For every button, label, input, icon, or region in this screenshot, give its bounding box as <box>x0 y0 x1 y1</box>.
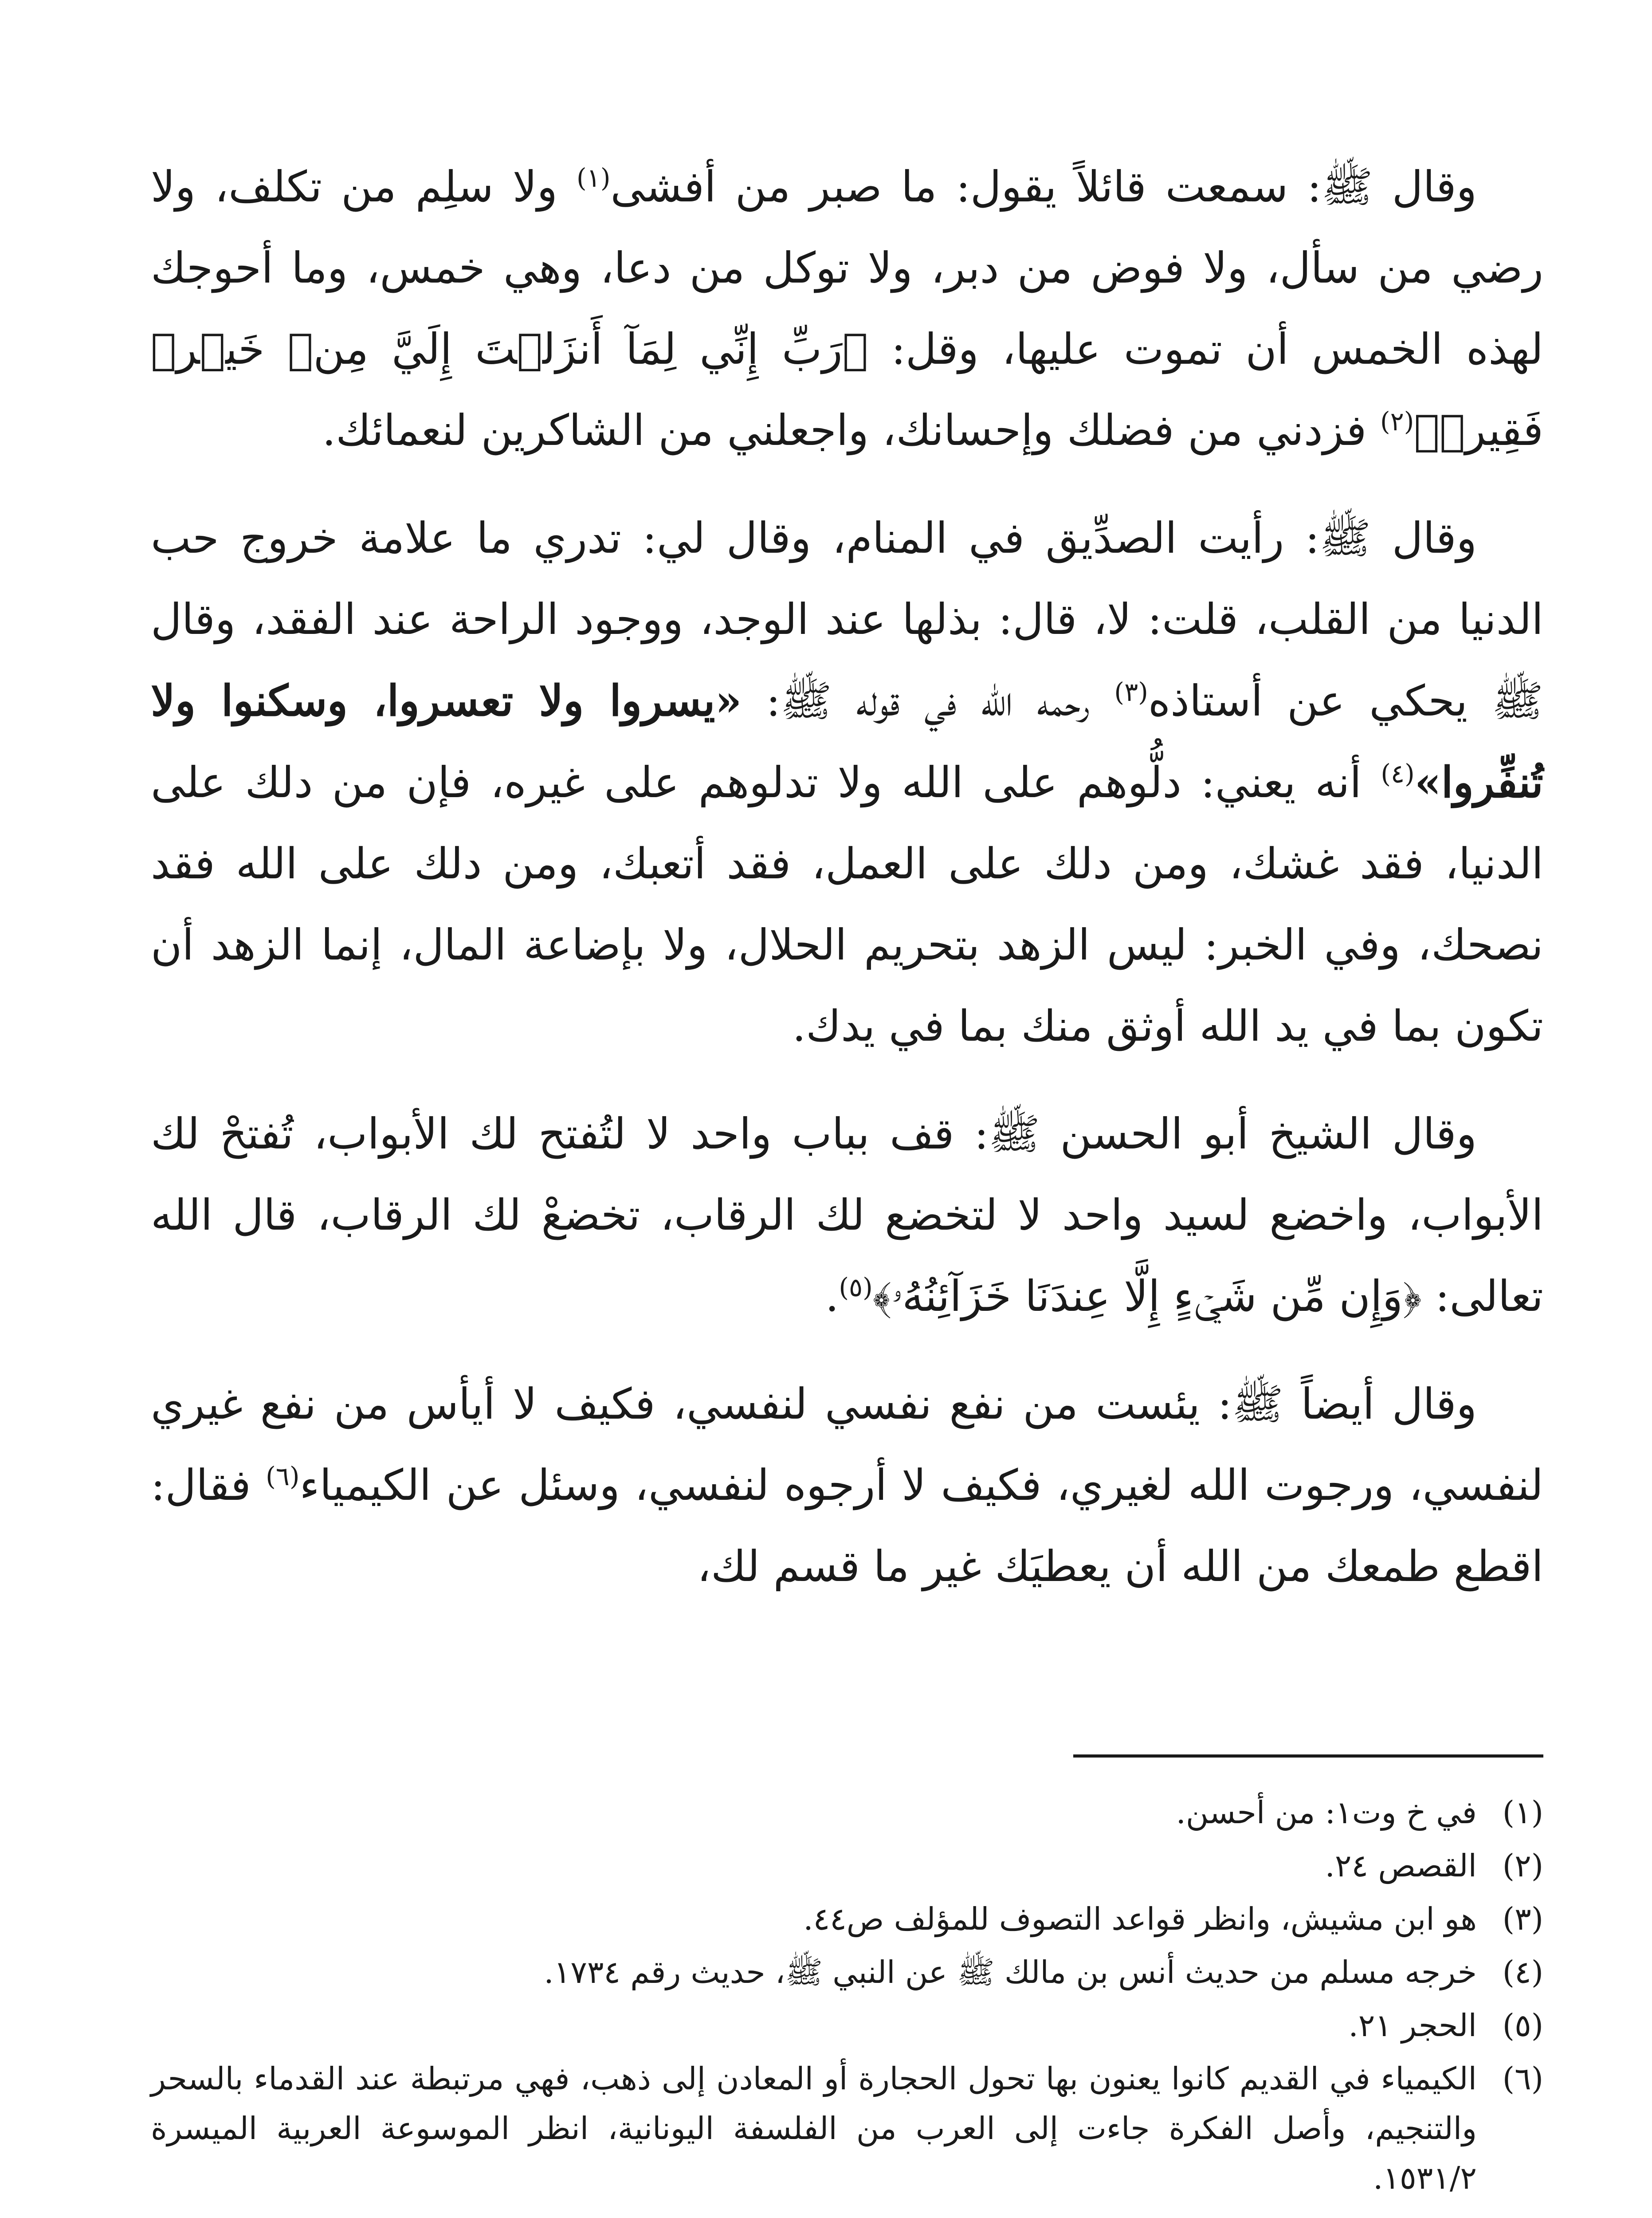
footnote-number: (١) <box>1502 1794 1543 1831</box>
text-run: فزدني من فضلك وإحسانك، واجعلني من الشاكرين لنعمائك. <box>322 405 1380 455</box>
paragraph <box>151 498 1543 1067</box>
footnote-number: (٣) <box>1502 1901 1543 1937</box>
text-run: وقال ﷺ: رأيت الصدِّيق في المنام، وقال لي: تدري ما علامة خروج حب الدنيا من القلب، قلت: لا، قال: بذلها عند الوجد، ووجود الراحة عند الفقد، وقال ﷺ يحكي عن أستاذه <box>151 513 1544 726</box>
footnote-text: خرجه مسلم من حديث أنس بن مالك ﷺ عن النبي ﷺ، حديث رقم ١٧٣٤. <box>544 1954 1477 1990</box>
quran-verse: ﴿رَبِّ إِنِّي لِمَآ أَنزَلۡتَ إِلَيَّ مِنۡ خَيۡرٖ فَقِيرٞ﴾ <box>151 324 1543 455</box>
footnote-text: هو ابن مشيش، وانظر قواعد التصوف للمؤلف ص٤٤. <box>803 1901 1477 1937</box>
footnote-number: (٢) <box>1502 1848 1543 1884</box>
footnote-text: الحجر ٢١. <box>1348 2007 1477 2044</box>
text-run: وقال الشيخ أبو الحسن ﷺ: قف بباب واحد لا لتُفتح لك الأبواب، تُفتحْ لك الأبواب، واخضع لسيد واحد لا لتخضع لك الرقاب، تخضعْ لك الرقاب، قال الله تعالى: <box>151 1109 1543 1321</box>
footnote-text: الكيمياء في القديم كانوا يعنون بها تحول الحجارة أو المعادن إلى ذهب، فهي مرتبطة عند القدماء بالسحر والتنجيم، وأصل الفكرة جاءت إلى العرب من الفلسفة اليونانية، انظر الموسوعة العربية الميسرة ١٥٣١/٢. <box>151 2061 1477 2196</box>
text-run: . <box>825 1271 839 1321</box>
paragraph-text <box>151 146 1543 471</box>
paragraph <box>151 146 1543 471</box>
footnote <box>151 2054 1543 2203</box>
footnote <box>151 1788 1543 1837</box>
text-run: أنه يعني: دلُّوهم على الله ولا تدلوهم على غيره، فإن من دلك على الدنيا، فقد غشك، ومن دلك على العمل، فقد أتعبك، ومن دلك على الله فقد نصحك، وفي الخبر: ليس الزهد بتحريم الحلال، ولا بإضاعة المال، إنما الزهد أن تكون بما في يد الله أوثق منك بما في يدك. <box>151 758 1544 1051</box>
footnote-text: في خ وت١: من أحسن. <box>1176 1794 1477 1831</box>
quran-verse: ﴿وَإِن مِّن شَيۡءٍ إِلَّا عِندَنَا خَزَآئِنُهُۥ﴾ <box>872 1271 1422 1321</box>
footnote <box>151 2001 1543 2050</box>
paragraph-text <box>151 1093 1543 1337</box>
text-run: وقال أيضاً ﷺ: يئست من نفع نفسي لنفسي، فكيف لا أيأس من نفع غيري لنفسي، ورجوت الله لغيري، فكيف لا أرجوه لنفسي، وسئل عن الكيمياء <box>151 1379 1544 1510</box>
paragraph-text <box>151 1364 1543 1607</box>
footnote-ref: (١) <box>577 163 611 193</box>
footnote-ref: (٢) <box>1380 406 1414 437</box>
footnote-ref: (٣) <box>1114 677 1148 707</box>
main-text <box>151 146 1543 1607</box>
footnote-text: القصص ٢٤. <box>1325 1848 1477 1884</box>
footnotes <box>151 1788 1543 2206</box>
paragraph <box>151 1093 1543 1337</box>
footnote-number: (٤) <box>1502 1954 1543 1990</box>
text-run: ولا سلِم من تكلف، ولا رضي من سأل، ولا فوض من دبر، ولا توكل من دعا، وهي خمس، وما أحوجك لهذه الخمس أن تموت عليها، وقل: <box>151 162 1544 374</box>
footnote <box>151 1894 1543 1944</box>
paragraph <box>151 1364 1543 1607</box>
footnote-number: (٦) <box>1502 2061 1543 2097</box>
footnote-ref: (٤) <box>1381 759 1415 789</box>
text-run: فقال: اقطع طمعك من الله أن يعطيَك غير ما قسم لك، <box>151 1460 1543 1591</box>
hadith-quote: «يسروا ولا تعسروا، وسكنوا ولا تُنفِّروا» <box>151 676 1544 807</box>
footnote-number: (٥) <box>1502 2007 1543 2044</box>
footnote <box>151 1841 1543 1891</box>
footnote-ref: (٥) <box>839 1272 873 1302</box>
text-run: رحمه الله في قوله ﷺ: <box>742 676 1114 726</box>
footnote <box>151 1947 1543 1997</box>
text-run: وقال ﷺ: سمعت قائلاً يقول: ما صبر من أفشى <box>610 162 1477 212</box>
paragraph-text <box>151 498 1543 1067</box>
footnote-separator <box>1073 1754 1543 1758</box>
footnote-ref: (٦) <box>266 1461 300 1491</box>
book-page <box>151 146 1543 2218</box>
